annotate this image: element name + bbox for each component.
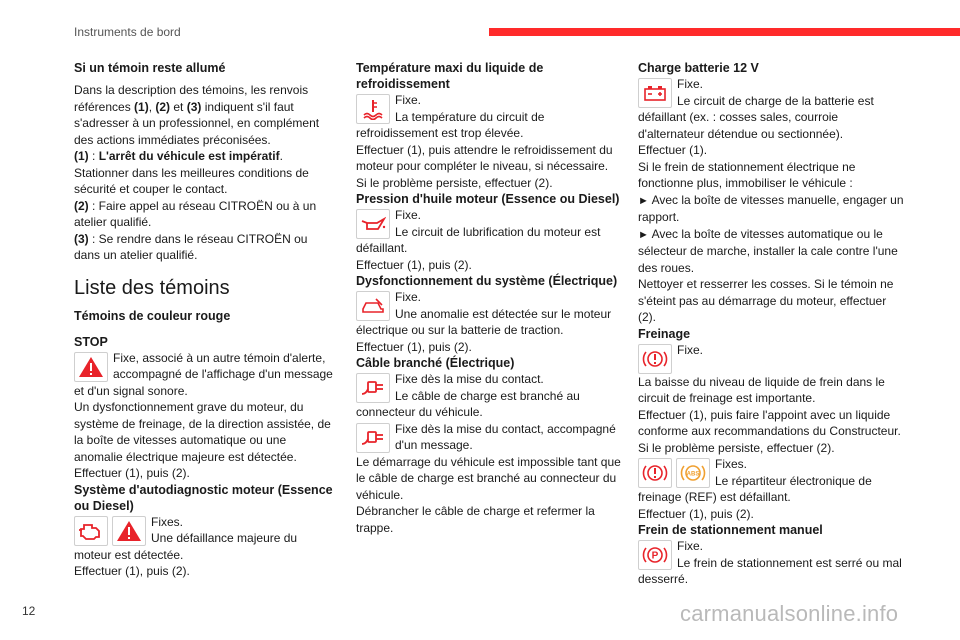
bullet-manual: ► Avec la boîte de vitesses manuelle, engager un rapport. [638, 192, 904, 224]
battery-title: Charge batterie 12 V [638, 61, 759, 75]
item-3: (3) : Se rendre dans le réseau CITROËN ou dans un atelier qualifié. [74, 231, 308, 262]
column-1: Si un témoin reste allumé Dans la description des témoins, les renvois références (1), (2) et (3) indiquent s'il faut s'adresser à un professionnel, en complément des actions immédiates préconisées. (1) : L'arrêt du véhicule est impératif. Stationner dans les meilleures conditions de sécurité et couper le contact. (2) : Faire appel au réseau CITROËN ou à un atelier qualifié. (3) : Se rendre dans le réseau CITROËN ou dans un atelier qualifié. Liste des témoins Témoins de couleur rouge STOP Fixe, associé à un autre témoin d'alerte, accompagné de l'affichage d'un message et d'un signal sonore. Un dysfonctionnement grave du moteur, du système de freinage, de la direction assistée, de la boîte de vitesses automatique ou une anomalie électrique majeure est détectée. Effectuer (1), puis (2). Système d'autodiagnostic moteur (Essence ou Diesel) Fixes. Une défaillance majeure du moteur est détectée. Effectuer (1), puis (2). [74, 60, 336, 580]
svg-text:ABS: ABS [686, 471, 700, 478]
stop-entry: Fixe, associé à un autre témoin d'alerte, accompagné de l'affichage d'un message et d'un signal sonore. [74, 350, 333, 398]
brake-entry-2: ABS Fixes. Le répartiteur électronique de freinage (REF) est défaillant. [638, 457, 872, 504]
selfdiag-title: Système d'autodiagnostic moteur (Essence ou Diesel) [74, 482, 333, 513]
cable-entry-1: Fixe dès la mise du contact. Le câble de charge est branché au connecteur du véhicule. [356, 372, 580, 419]
column-2: Température maxi du liquide de refroidissement Fixe. La température du circuit de refroidissement est trop élevée. Effectuer (1), puis attendre le refroidissement du moteur pour compléter le niveau, si nécessaire. Si le problème persiste, effectuer (2). Pression d'huile moteur (Essence ou Diesel) Fixe. Le circuit de lubrification du moteur est défaillant. Effectuer (1), puis (2). Dysfonctionnement du système (Électrique) Fixe. Une anomalie est détectée sur le moteur électrique ou sur la batterie de traction. Effectuer (1), puis (2). Câble branché (Électrique) Fixe dès la mise du contact. Le câble de charge est branché au connecteur du véhicule. Fixe dès la mise du contact, accompagné d'un message. Le démarrage du véhicule est impossible tant que le câble de charge est branché au connecteur du véhicule. Débrancher le câble de charge et refermer la trappe. [356, 61, 621, 535]
abs-icon [676, 458, 710, 488]
running-header: Instruments de bord [74, 25, 181, 39]
coolant-entry: Fixe. La température du circuit de refroidissement est trop élevée. [356, 93, 545, 140]
coolant-title: Température maxi du liquide de refroidissement [356, 61, 544, 91]
brake-icon [638, 458, 672, 488]
parking-brake-icon [638, 540, 672, 570]
parking-entry: P Fixe. Le frein de stationnement est serré ou mal desserré. [638, 539, 902, 586]
red-warnings-heading: Témoins de couleur rouge [74, 308, 231, 323]
charging-plug-icon [356, 373, 390, 403]
brake-icon [638, 344, 672, 374]
warning-triangle-icon [112, 516, 146, 546]
page-number: 12 [22, 604, 36, 618]
oil-title: Pression d'huile moteur (Essence ou Diesel) [356, 192, 620, 206]
section-heading: Si un témoin reste allumé [74, 61, 226, 75]
watermark: carmanualsonline.info [680, 601, 899, 626]
list-title: Liste des témoins [74, 276, 230, 299]
battery-icon [638, 78, 672, 108]
oil-can-icon [356, 209, 390, 239]
coolant-temperature-icon [356, 94, 390, 124]
intro-paragraph: Dans la description des témoins, les renvois références (1), (2) et (3) indiquent s'il faut s'adresser à un professionnel, en complément des actions immédiates préconisées. [74, 83, 320, 147]
electric-fault-entry: Fixe. Une anomalie est détectée sur le moteur électrique ou sur la batterie de traction. [356, 290, 612, 337]
electric-fault-title: Dysfonctionnement du système (Électrique) [356, 274, 618, 288]
cable-title: Câble branché (Électrique) [356, 356, 515, 370]
bullet-automatic: ► Avec la boîte de vitesses automatique ou le sélecteur de marche, installer la cale contre l'une des roues. [638, 226, 898, 275]
engine-icon [74, 516, 108, 546]
item-2: (2) : Faire appel au réseau CITROËN ou à un atelier qualifié. [74, 198, 317, 229]
brake-title: Freinage [638, 326, 691, 341]
cable-entry-2: Fixe dès la mise du contact, accompagné d'un message. [356, 421, 622, 454]
stop-title: STOP [74, 334, 108, 349]
oil-entry: Fixe. Le circuit de lubrification du moteur est défaillant. [356, 208, 601, 255]
battery-entry: Fixe. Le circuit de charge de la batterie est défaillant (ex. : cosses sales, courroie d'alternateur détendue ou sectionnée). [638, 77, 874, 141]
warning-triangle-icon [74, 352, 108, 382]
selfdiag-entry: Fixes. Une défaillance majeure du moteur est détectée. [74, 514, 298, 562]
header-accent-bar [489, 28, 960, 36]
svg-text:P: P [651, 550, 659, 562]
car-fault-icon [356, 291, 390, 321]
item-1: (1) : L'arrêt du véhicule est impératif. Stationner dans les meilleures conditions de sécurité et couper le contact. [74, 149, 309, 196]
charging-plug-icon [356, 423, 390, 453]
column-3: Charge batterie 12 V Fixe. Le circuit de charge de la batterie est défaillant (ex. : cosses sales, courroie d'alternateur détendue ou sectionnée). Effectuer (1). Si le frein de stationnement électrique ne fonctionne plus, immobiliser le véhicule : ► Avec la boîte de vitesses manuelle, engager un rapport. ► Avec la boîte de vitesses automatique ou le sélecteur de marche, installer la cale contre l'une des roues. Nettoyer et resserrer les cosses. Si le témoin ne s'éteint pas au démarrage du moteur, effectuer (2). Freinage Fixe. La baisse du niveau de liquide de frein dans le circuit de freinage est importante. Effectuer (1), puis faire l'appoint avec un liquide conforme aux recommandations du Constructeur. Si le problème persiste, effectuer (2). ABS Fixes. Le répartiteur électronique de freinage (REF) est défaillant. Effectuer (1), puis (2). Frein de stationnement manuel P Fixe. Le frein de stationnement est serré ou mal desserré. [638, 61, 904, 586]
brake-entry-1: Fixe. [638, 342, 904, 374]
parking-title: Frein de stationnement manuel [638, 523, 823, 537]
